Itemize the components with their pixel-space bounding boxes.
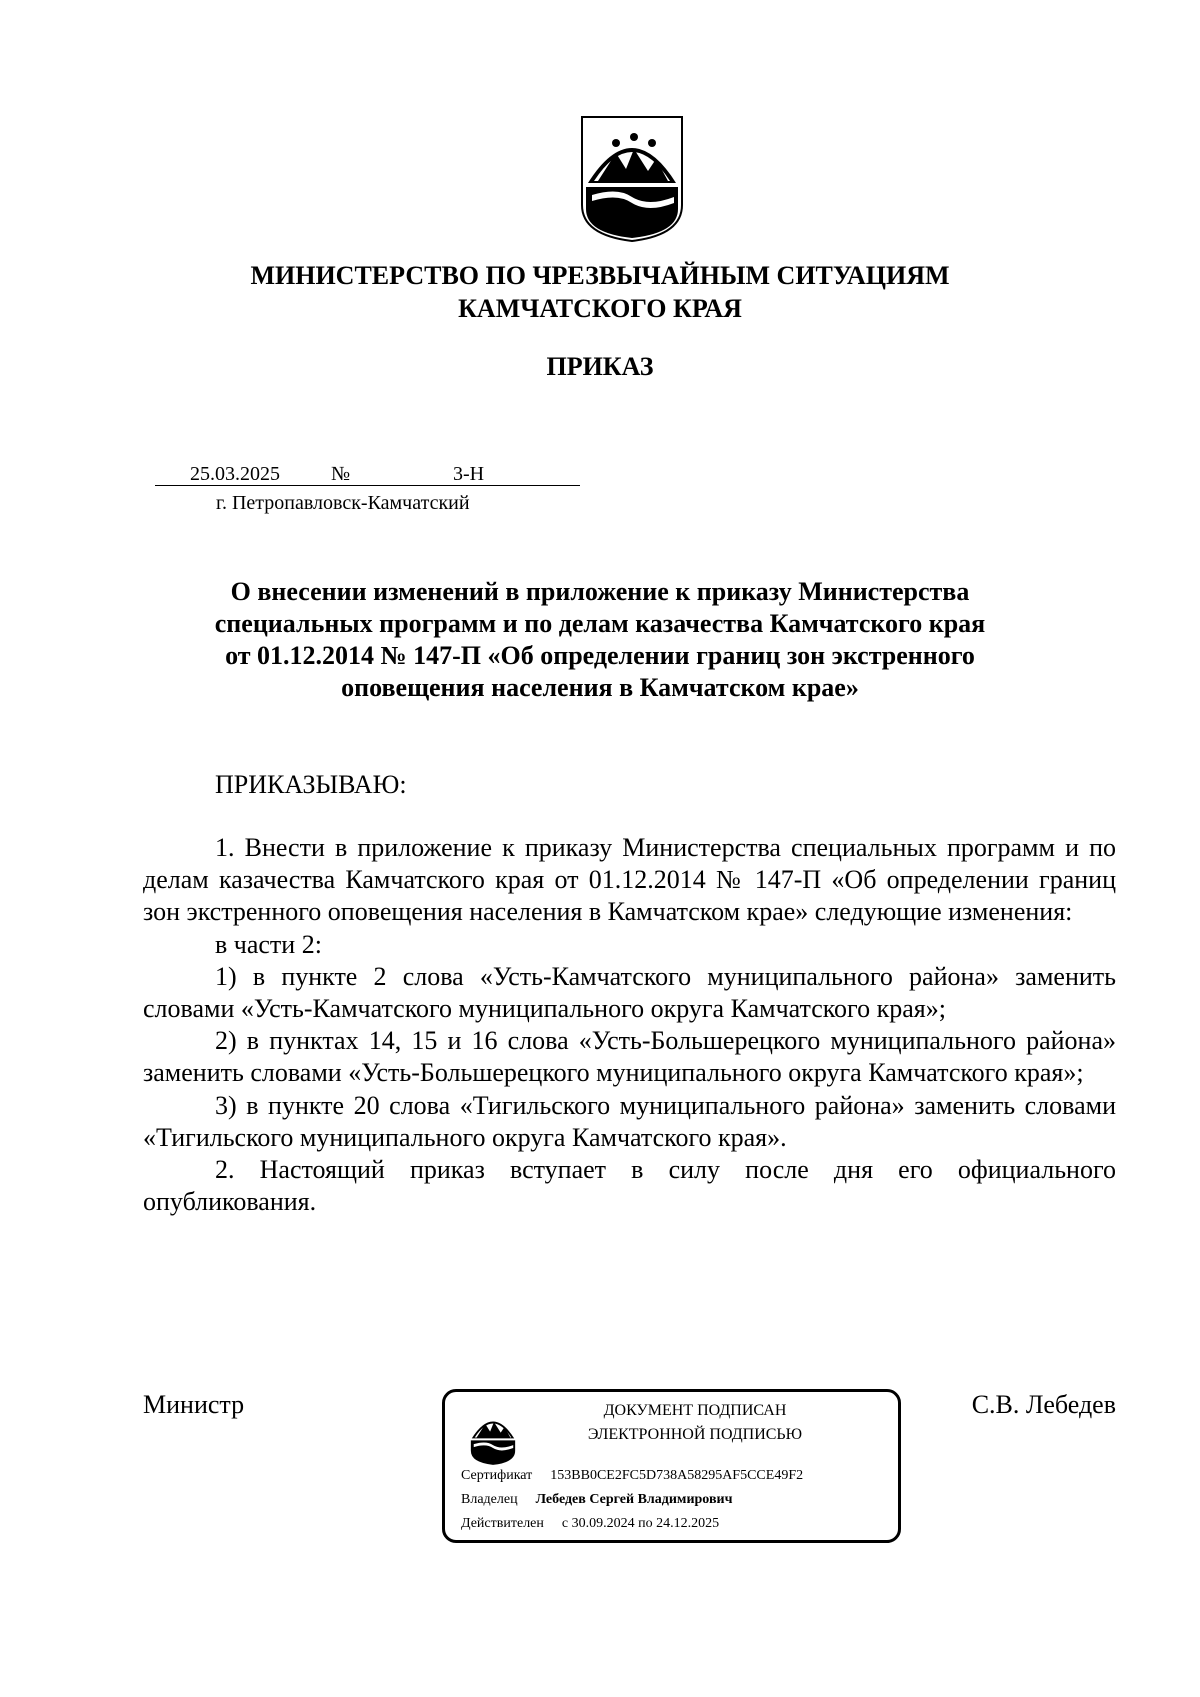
stamp-title-line2: ЭЛЕКТРОННОЙ ПОДПИСЬЮ <box>587 1426 803 1443</box>
document-type: ПРИКАЗ <box>546 352 654 381</box>
signer-name: С.В. Лебедев <box>971 1390 1116 1419</box>
coat-of-arms-icon <box>467 1404 519 1468</box>
subject-line: О внесении изменений в приложение к приказу Министерства <box>230 577 970 606</box>
body-paragraph: 2) в пунктах 14, 15 и 16 слова «Усть-Большерецкого муниципального района» заменить словами «Усть-Большерецкого муниципального округа Камчатского края»; <box>143 1026 1116 1088</box>
number-sign: № <box>331 463 351 485</box>
subject-line: оповещения населения в Камчатском крае» <box>341 673 859 702</box>
order-word: ПРИКАЗЫВАЮ: <box>215 770 407 799</box>
body-paragraph: в части 2: <box>215 929 322 959</box>
order-body <box>143 832 1116 1218</box>
body-paragraph: 1. Внести в приложение к приказу Министерства специальных программ и по делам казачества Камчатского края от 01.12.2014 № 147-П «Об определении границ зон экстренного оповещения населения в Камчатском крае» следующие изменения: <box>143 833 1116 927</box>
subject-line: от 01.12.2014 № 147-П «Об определении границ зон экстренного <box>225 641 975 670</box>
stamp-certificate-row <box>461 1468 803 1484</box>
owner-label: Владелец <box>461 1492 518 1507</box>
underline <box>155 485 580 486</box>
city: г. Петропавловск-Камчатский <box>216 492 470 514</box>
ministry-name-line2: КАМЧАТСКОГО КРАЯ <box>458 294 742 323</box>
electronic-signature-stamp <box>442 1389 901 1543</box>
ministry-name-line1: МИНИСТЕРСТВО ПО ЧРЕЗВЫЧАЙНЫМ СИТУАЦИЯМ <box>250 261 950 290</box>
certificate-value: 153BB0CE2FC5D738A58295AF5CCE49F2 <box>550 1468 804 1483</box>
stamp-validity-row <box>461 1516 719 1532</box>
stamp-owner-row <box>461 1492 732 1508</box>
signer-position: Министр <box>143 1390 245 1419</box>
coat-of-arms-emblem <box>578 113 686 243</box>
validity-value: с 30.09.2024 по 24.12.2025 <box>561 1516 720 1531</box>
validity-label: Действителен <box>461 1516 544 1531</box>
stamp-title-line1: ДОКУМЕНТ ПОДПИСАН <box>603 1402 787 1419</box>
body-paragraph: 1) в пункте 2 слова «Усть-Камчатского муниципального района» заменить словами «Усть-Камчатского муниципального округа Камчатского края»; <box>143 961 1116 1024</box>
document-subject <box>150 576 1050 704</box>
document-date: 25.03.2025 <box>190 463 280 485</box>
owner-value: Лебедев Сергей Владимирович <box>535 1492 733 1507</box>
date-number-line <box>155 463 585 487</box>
body-paragraph: 2. Настоящий приказ вступает в силу после дня его официального опубликования. <box>143 1155 1116 1217</box>
certificate-label: Сертификат <box>461 1468 533 1483</box>
subject-line: специальных программ и по делам казачества Камчатского края <box>214 609 986 638</box>
body-paragraph: 3) в пункте 20 слова «Тигильского муниципального района» заменить словами «Тигильского муниципального округа Камчатского края». <box>143 1090 1116 1152</box>
document-number: 3-Н <box>453 463 485 485</box>
